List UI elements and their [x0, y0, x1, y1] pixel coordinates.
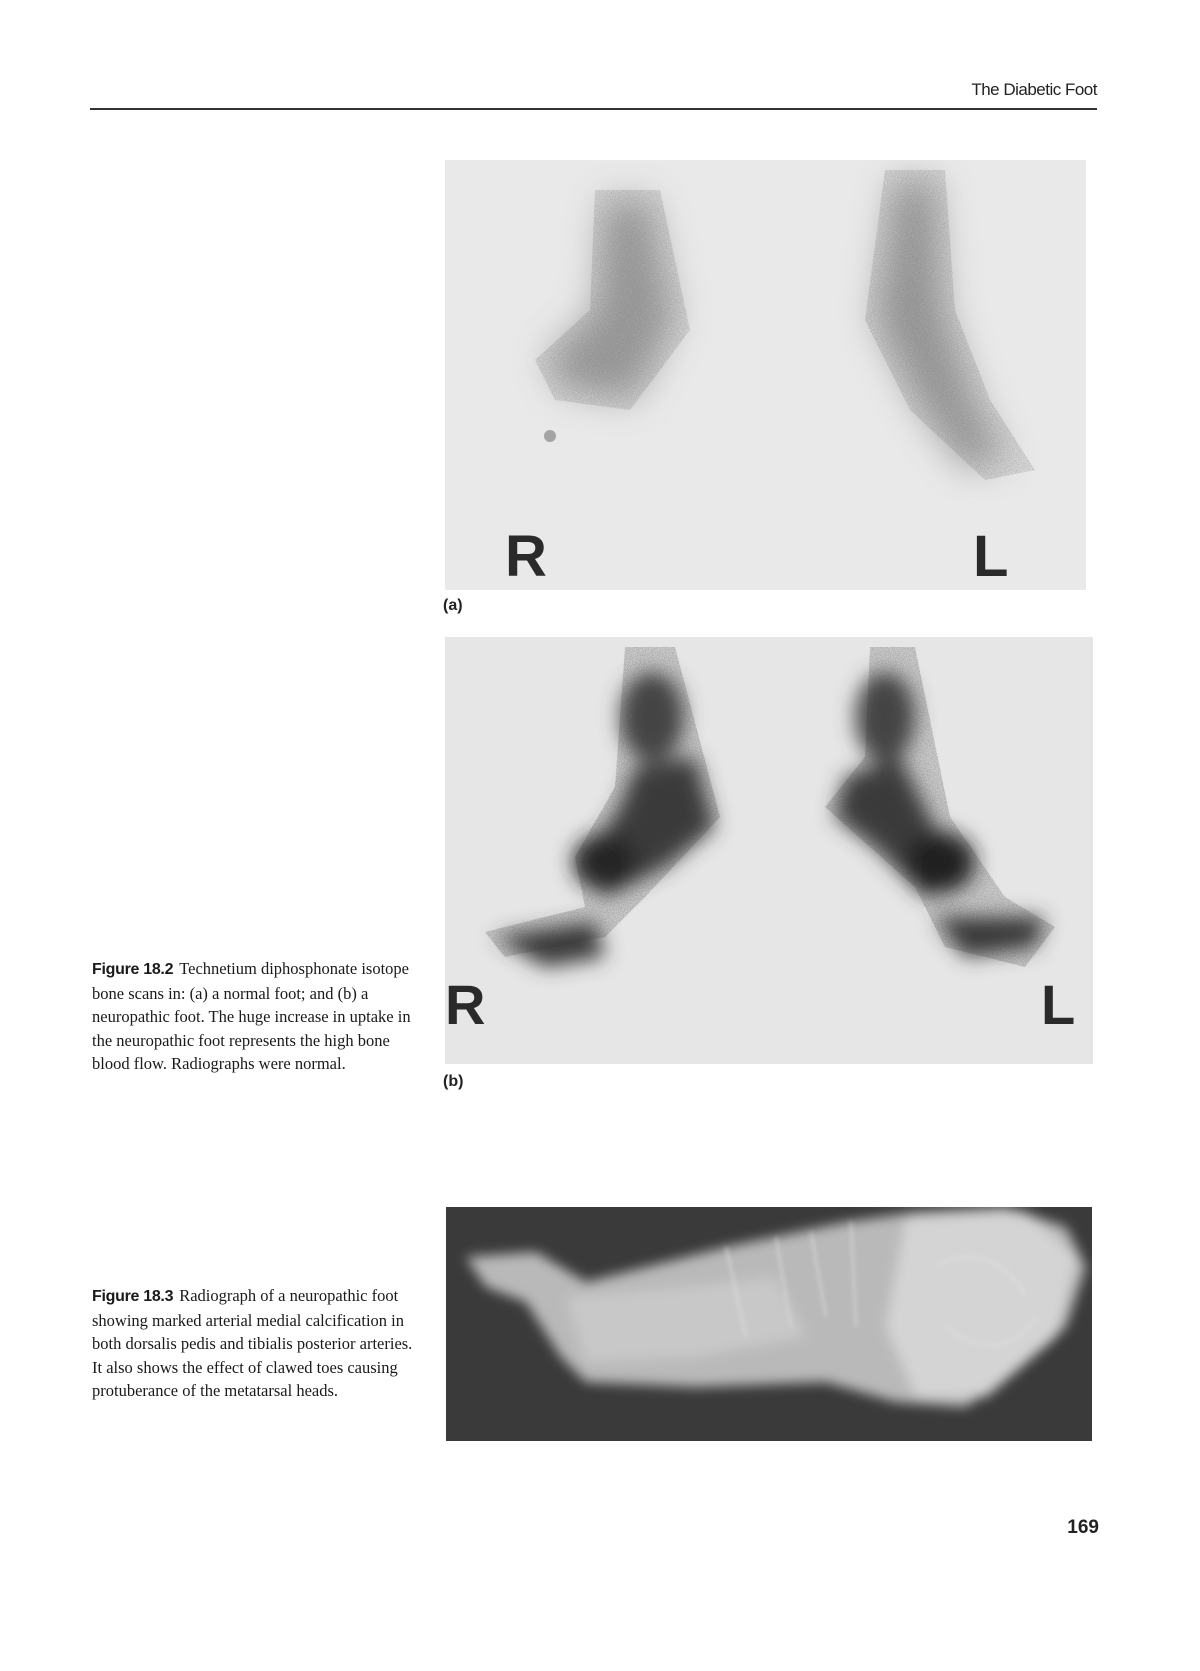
running-header: The Diabetic Foot: [971, 80, 1097, 99]
right-side-marker: R: [505, 524, 547, 589]
figure-18-2-caption: [92, 957, 422, 1076]
page-number: 169: [1067, 1517, 1099, 1538]
figure-number: Figure 18.3: [92, 1288, 174, 1305]
caption-text: Technetium diphosphonate isotope bone scans in: (a) a normal foot; and (b) a neuropathic foot. The huge increase in uptake in the neuropathic foot represents the high bone blood flow. Radiographs were normal.: [92, 959, 411, 1073]
panel-b-label: (b): [443, 1073, 464, 1090]
panel-a-label: (a): [443, 597, 463, 614]
left-side-marker: L: [973, 524, 1009, 589]
foot-radiograph-image: [446, 1207, 1092, 1441]
left-side-marker: L: [1041, 973, 1076, 1036]
figure-number: Figure 18.2: [92, 961, 174, 978]
bone-scan-normal-image: [445, 160, 1086, 590]
bone-scan-neuropathic-image: [445, 637, 1093, 1064]
right-side-marker: R: [445, 973, 486, 1036]
figure-18-3-caption: [92, 1284, 422, 1403]
header-rule: [90, 108, 1097, 110]
caption-text: Radiograph of a neuropathic foot showing marked arterial medial calcification in both dorsalis pedis and tibialis posterior arteries. It also shows the effect of clawed toes causing protuberance of the metatarsal heads.: [92, 1286, 413, 1400]
